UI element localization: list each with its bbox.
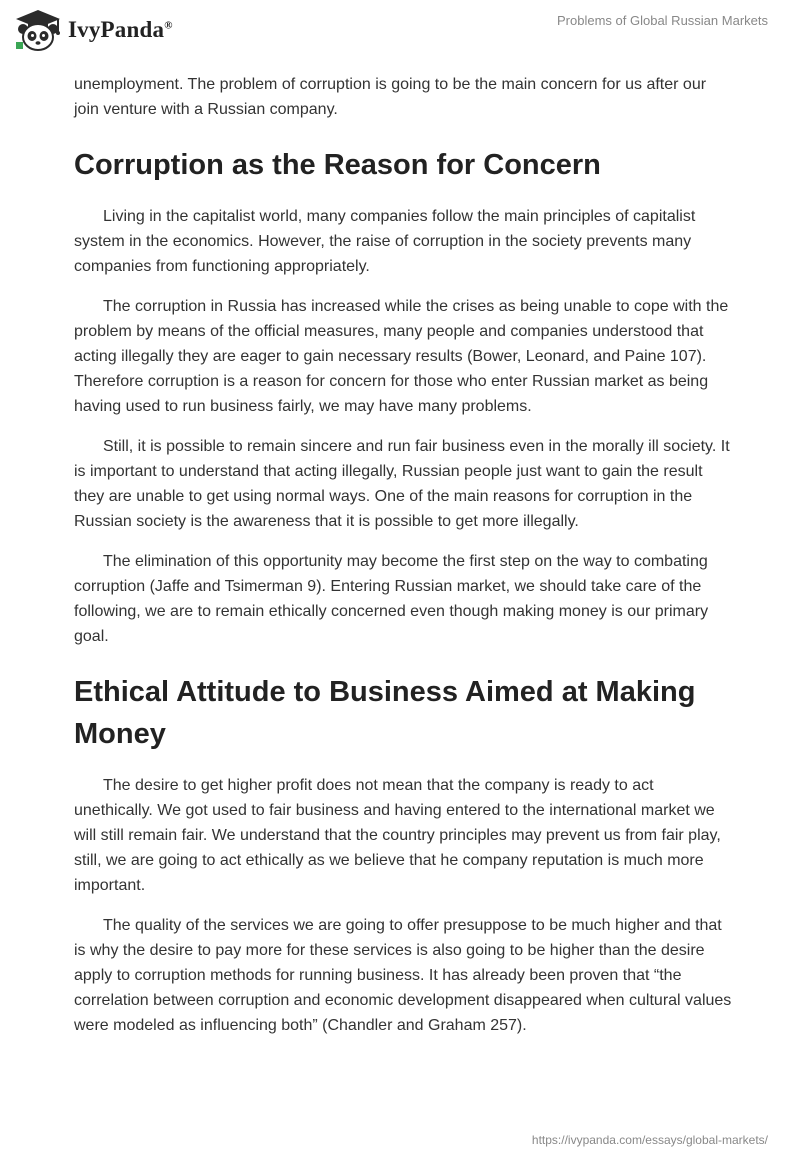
section-heading-ethical-attitude: Ethical Attitude to Business Aimed at Making Money — [74, 676, 696, 750]
source-url[interactable]: https://ivypanda.com/essays/global-markets/ — [531, 1133, 768, 1147]
brand-name: IvyPanda® — [68, 17, 173, 42]
panda-graduate-icon — [14, 8, 62, 52]
document-title: Problems of Global Russian Markets — [557, 13, 768, 28]
paragraph: Living in the capitalist world, many companies follow the main principles of capitalist system in the economics. However, the raise of corruption in the society prevents many companies from functioning appropriately. — [74, 208, 696, 275]
intro-paragraph: unemployment. The problem of corruption is going to be the main concern for us after our join venture with a Russian company. — [74, 76, 707, 118]
page-header — [0, 0, 800, 70]
section-heading-corruption: Corruption as the Reason for Concern — [74, 149, 601, 181]
paragraph: The desire to get higher profit does not mean that the company is ready to act unethically. We got used to fair business and having entered to the international market we will still remain fair. We understand that the country principles may prevent us from fair play, still, we are going to act ethically as we believe that he company reputation is much more important. — [74, 777, 721, 894]
paragraph: The corruption in Russia has increased while the crises as being unable to cope with the problem by means of the official measures, many people and companies understood that acting illegally they are eager to gain necessary results (Bower, Leonard, and Paine 107). Therefore corruption is a reason for concern for those who enter Russian market as being having used to run business fairly, we may have many problems. — [74, 298, 729, 415]
essay-body — [74, 72, 734, 1053]
paragraph: The elimination of this opportunity may become the first step on the way to combating corruption (Jaffe and Tsimerman 9). Entering Russian market, we should take care of the following, we are to remain ethically concerned even though making money is our primary goal. — [74, 553, 709, 645]
ivypanda-logo[interactable] — [14, 8, 173, 52]
registered-mark: ® — [164, 19, 173, 32]
paragraph: The quality of the services we are going to offer presuppose to be much higher and that is why the desire to pay more for these services is also going to be higher than the desire apply to corruption methods for running business. It has already been proven that “the correlation between corruption and economic development disappeared when cultural values were modeled as influencing both” (Chandler and Graham 257). — [74, 917, 732, 1034]
paragraph: Still, it is possible to remain sincere and run fair business even in the morally ill society. It is important to understand that acting illegally, Russian people just want to gain the result they are unable to get using normal ways. One of the main reasons for corruption in the Russian society is the awareness that it is possible to get more illegally. — [74, 438, 730, 530]
